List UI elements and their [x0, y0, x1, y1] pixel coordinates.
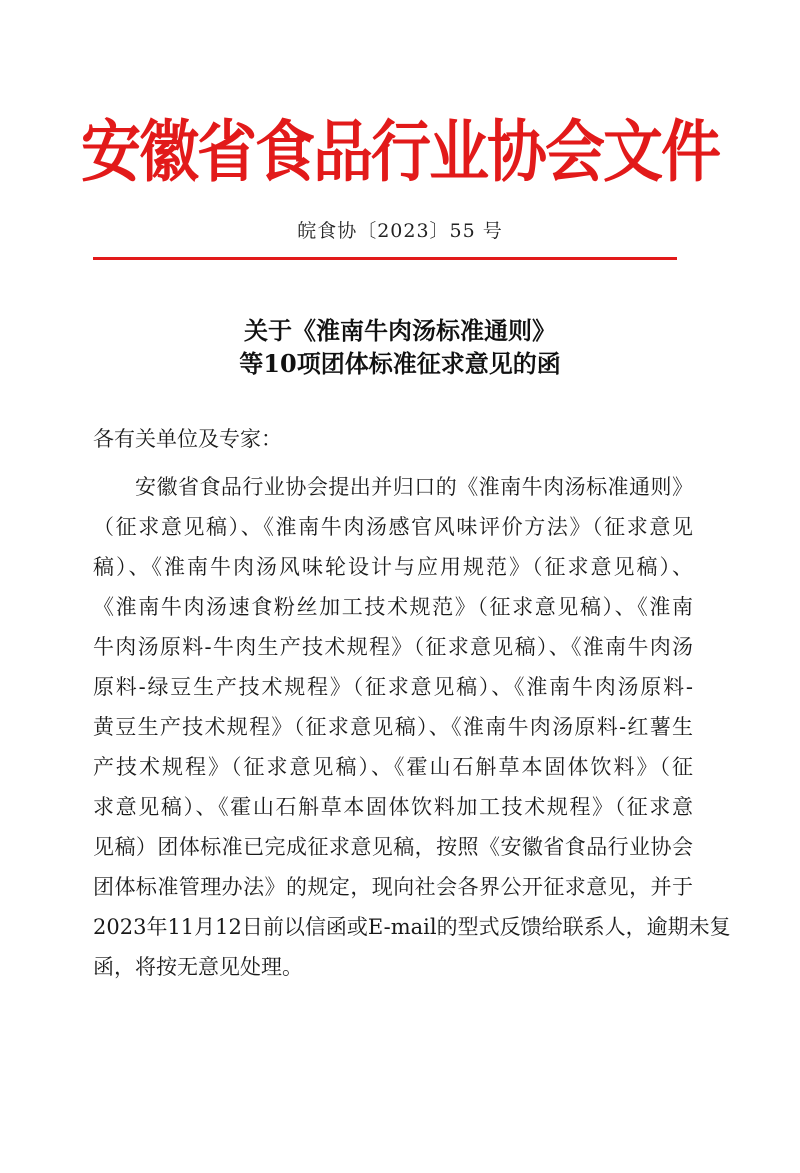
body-line: 《淮南牛肉汤速食粉丝加工技术规范》（征求意见稿）、《淮南	[93, 595, 693, 619]
body-line: 黄豆生产技术规程》（征求意见稿）、《淮南牛肉汤原料-红薯生	[93, 715, 693, 739]
body-line: 原料-绿豆生产技术规程》（征求意见稿）、《淮南牛肉汤原料-	[93, 675, 693, 699]
body-line: 牛肉汤原料-牛肉生产技术规程》（征求意见稿）、《淮南牛肉汤	[93, 635, 693, 659]
body-paragraph	[93, 467, 731, 987]
body-line: 团体标准管理办法》的规定，现向社会各界公开征求意见，并于	[93, 875, 693, 899]
body-line: 见稿）团体标准已完成征求意见稿，按照《安徽省食品行业协会	[93, 835, 693, 859]
body-line: 2023年11月12日前以信函或E-mail的型式反馈给联系人，逾期未复	[93, 915, 731, 939]
document-title	[0, 314, 800, 380]
body-line: 产技术规程》（征求意见稿）、《霍山石斛草本固体饮料》（征	[93, 755, 693, 779]
title-line-2: 等10项团体标准征求意见的函	[239, 349, 561, 378]
title-line-1: 关于《淮南牛肉汤标准通则》	[244, 316, 556, 345]
body-line: 求意见稿）、《霍山石斛草本固体饮料加工技术规程》（征求意	[93, 795, 693, 819]
body-line: 函，将按无意见处理。	[93, 955, 303, 979]
salutation: 各有关单位及专家：	[93, 427, 282, 451]
body-line: 稿）、《淮南牛肉汤风味轮设计与应用规范》（征求意见稿）、	[93, 555, 693, 579]
red-divider-line	[93, 257, 677, 260]
document-number: 皖食协〔2023〕55 号	[297, 220, 503, 242]
body-line: （征求意见稿）、《淮南牛肉汤感官风味评价方法》（征求意见	[93, 515, 693, 539]
body-line: 安徽省食品行业协会提出并归口的《淮南牛肉汤标准通则》	[135, 475, 693, 499]
document-masthead: 安徽省食品行业协会文件	[81, 113, 719, 192]
